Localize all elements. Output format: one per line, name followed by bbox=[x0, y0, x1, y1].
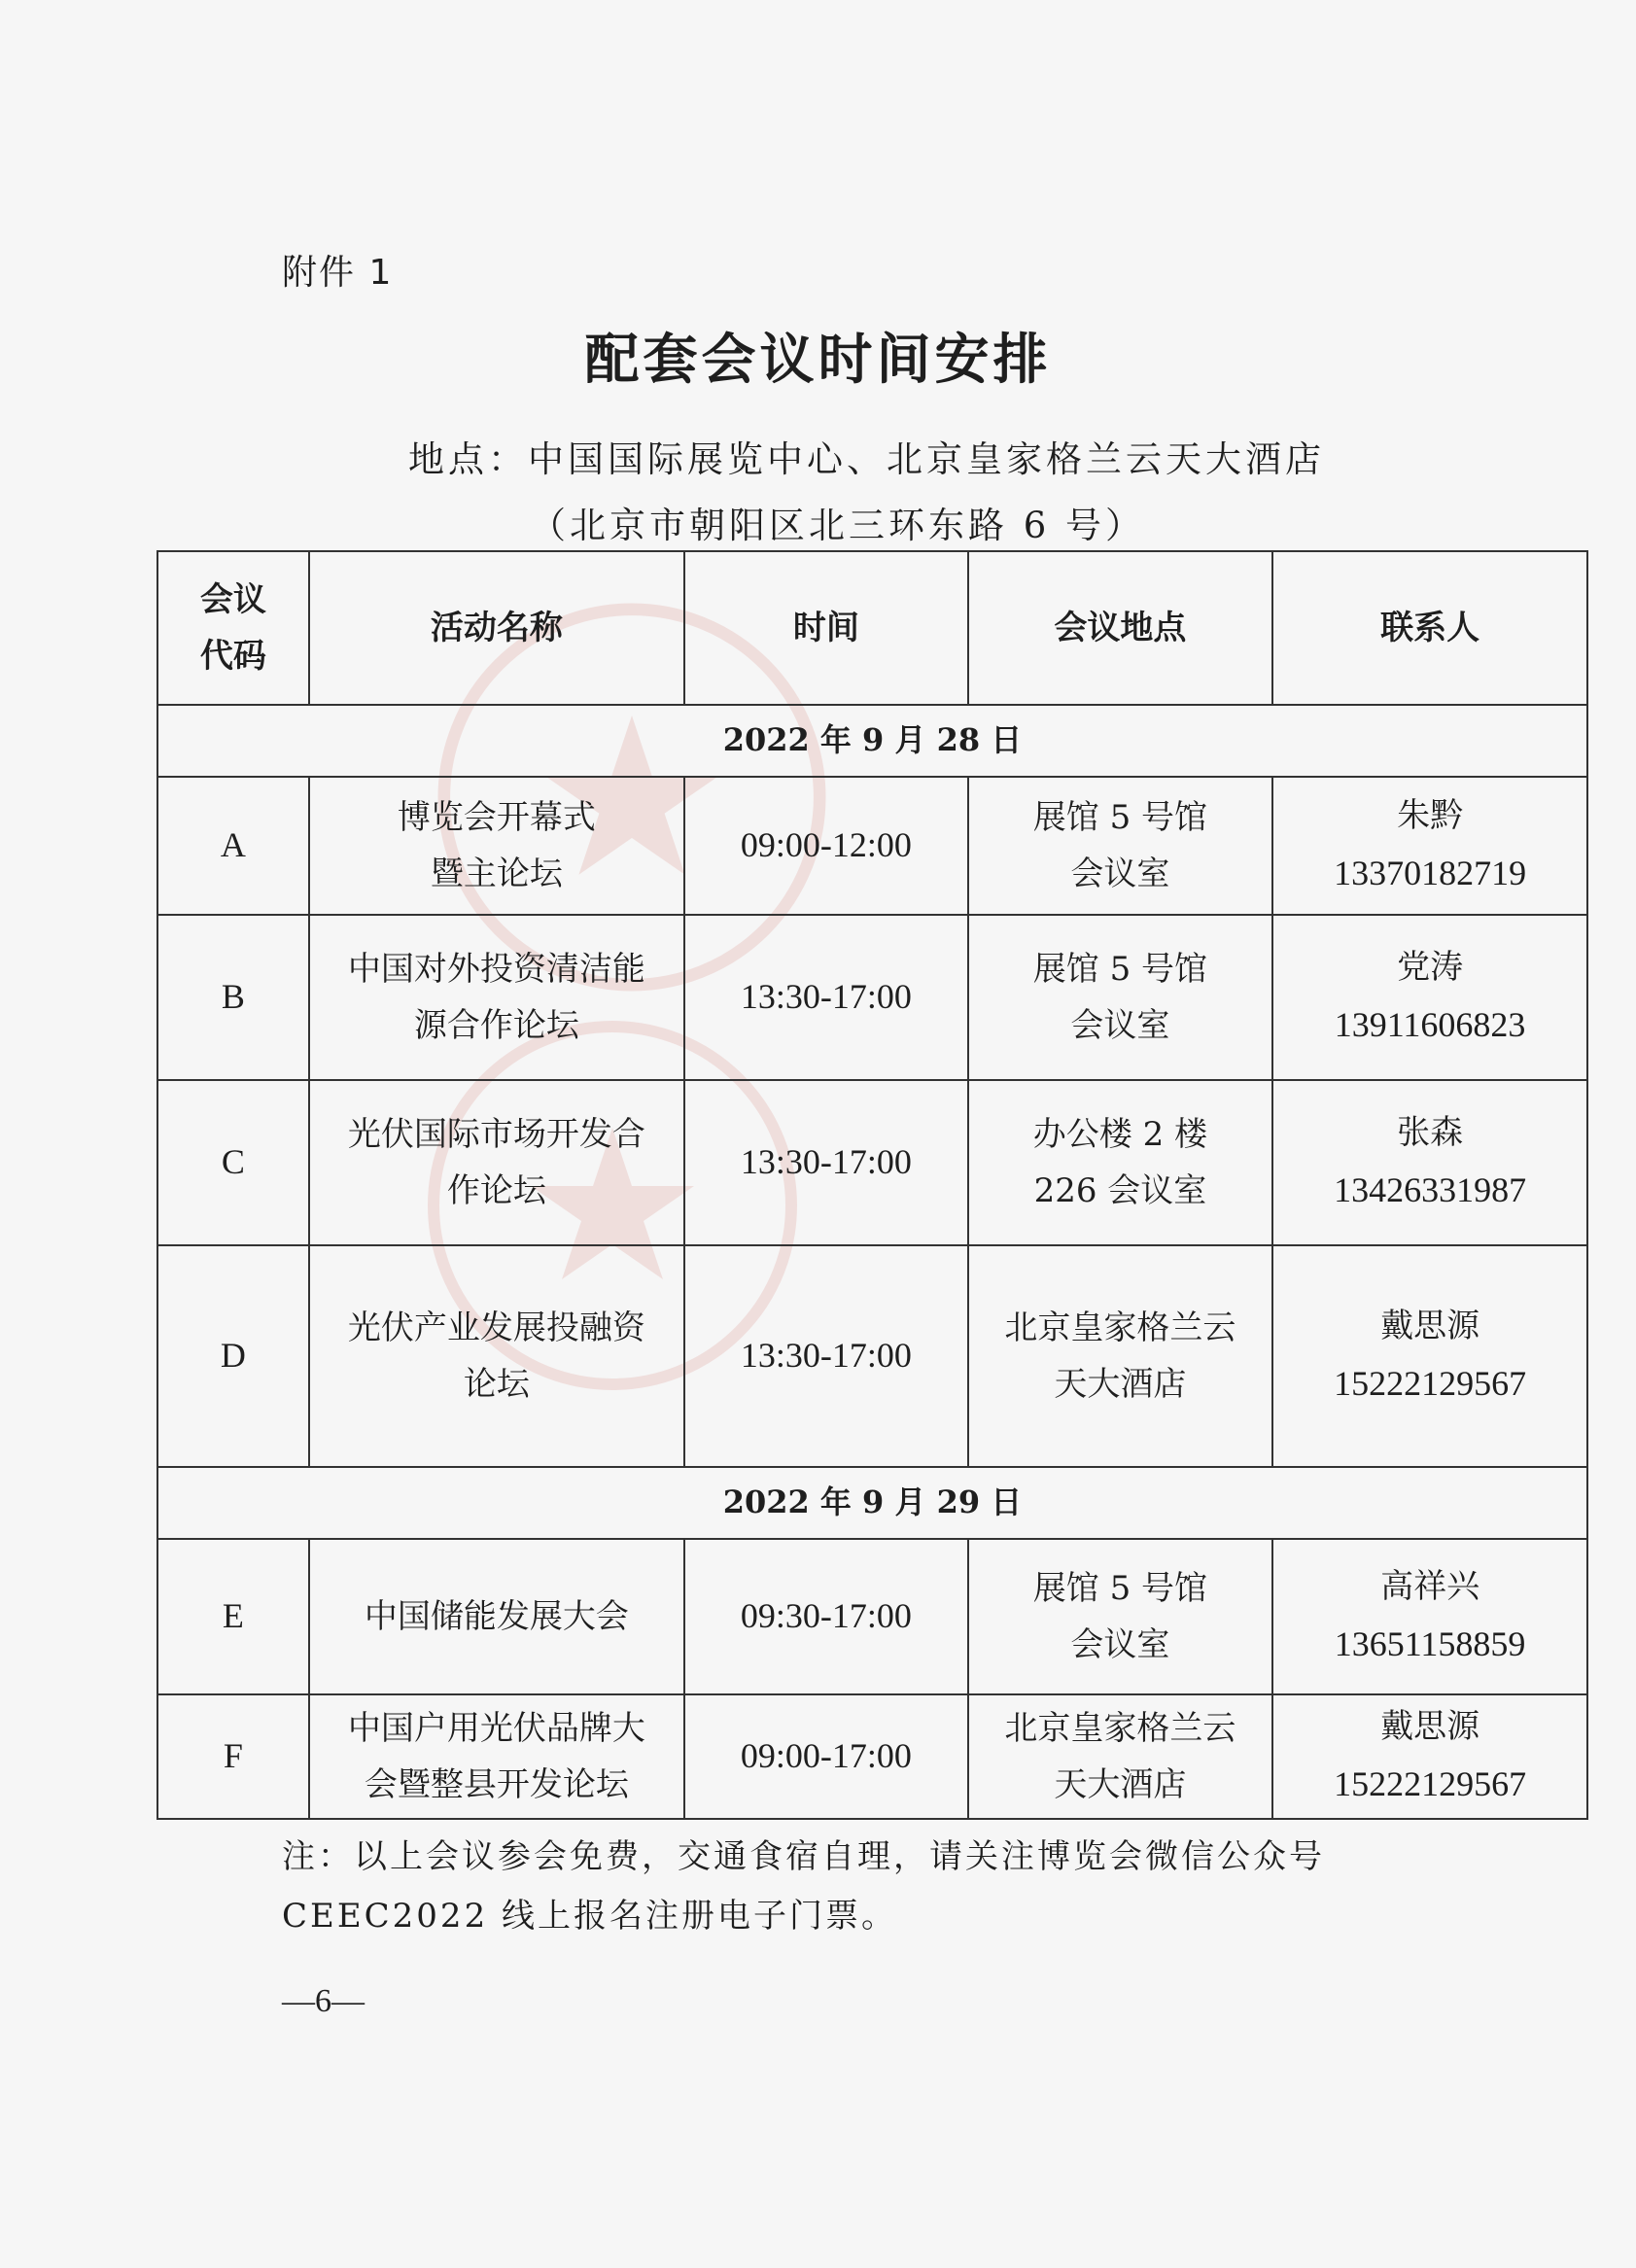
header-location: 会议地点 bbox=[968, 551, 1273, 705]
date-row bbox=[157, 1467, 1587, 1539]
table-row bbox=[157, 1539, 1587, 1694]
contact-cell: 党涛 13911606823 bbox=[1272, 915, 1587, 1080]
code-cell: B bbox=[157, 915, 309, 1080]
activity-cell: 博览会开幕式 暨主论坛 bbox=[309, 777, 684, 915]
location-cell: 展馆 5 号馆 会议室 bbox=[968, 1539, 1273, 1694]
date-cell: 2022 年 9 月 29 日 bbox=[157, 1467, 1587, 1539]
table-row bbox=[157, 1245, 1587, 1467]
code-cell: D bbox=[157, 1245, 309, 1467]
location-cell: 北京皇家格兰云 天大酒店 bbox=[968, 1694, 1273, 1819]
table-row bbox=[157, 915, 1587, 1080]
location-cell: 展馆 5 号馆 会议室 bbox=[968, 777, 1273, 915]
location-cell: 办公楼 2 楼 226 会议室 bbox=[968, 1080, 1273, 1245]
footnote-line-1: 注：以上会议参会免费，交通食宿自理，请关注博览会微信公众号 bbox=[282, 1837, 1325, 1876]
address-line: （北京市朝阳区北三环东路 6 号） bbox=[529, 505, 1146, 546]
header-code: 会议 代码 bbox=[157, 551, 309, 705]
activity-cell: 中国储能发展大会 bbox=[309, 1539, 684, 1694]
page-title: 配套会议时间安排 bbox=[584, 329, 1052, 392]
contact-cell: 戴思源 15222129567 bbox=[1272, 1245, 1587, 1467]
location-cell: 展馆 5 号馆 会议室 bbox=[968, 915, 1273, 1080]
code-cell: E bbox=[157, 1539, 309, 1694]
time-cell: 09:00-17:00 bbox=[684, 1694, 968, 1819]
footnote bbox=[282, 1828, 1497, 1945]
venue-line: 地点：中国国际展览中心、北京皇家格兰云天大酒店 bbox=[408, 438, 1325, 480]
time-cell: 13:30-17:00 bbox=[684, 1080, 968, 1245]
time-cell: 09:00-12:00 bbox=[684, 777, 968, 915]
attachment-label: 附件 1 bbox=[282, 253, 394, 293]
table-row bbox=[157, 777, 1587, 915]
activity-cell: 中国对外投资清洁能 源合作论坛 bbox=[309, 915, 684, 1080]
location-cell: 北京皇家格兰云 天大酒店 bbox=[968, 1245, 1273, 1467]
code-cell: A bbox=[157, 777, 309, 915]
contact-cell: 朱黔 13370182719 bbox=[1272, 777, 1587, 915]
activity-cell: 中国户用光伏品牌大 会暨整县开发论坛 bbox=[309, 1694, 684, 1819]
page-number: —6— bbox=[282, 1983, 365, 2019]
contact-cell: 戴思源 15222129567 bbox=[1272, 1694, 1587, 1819]
table-row bbox=[157, 1080, 1587, 1245]
activity-cell: 光伏产业发展投融资 论坛 bbox=[309, 1245, 684, 1467]
contact-cell: 高祥兴 13651158859 bbox=[1272, 1539, 1587, 1694]
time-cell: 13:30-17:00 bbox=[684, 1245, 968, 1467]
table-row bbox=[157, 1694, 1587, 1819]
code-cell: C bbox=[157, 1080, 309, 1245]
header-time: 时间 bbox=[684, 551, 968, 705]
footnote-line-2: CEEC2022 线上报名注册电子门票。 bbox=[282, 1896, 898, 1936]
code-cell: F bbox=[157, 1694, 309, 1819]
activity-cell: 光伏国际市场开发合 作论坛 bbox=[309, 1080, 684, 1245]
header-activity: 活动名称 bbox=[309, 551, 684, 705]
table-header-row bbox=[157, 551, 1587, 705]
header-contact: 联系人 bbox=[1272, 551, 1587, 705]
date-row bbox=[157, 705, 1587, 777]
time-cell: 09:30-17:00 bbox=[684, 1539, 968, 1694]
date-cell: 2022 年 9 月 28 日 bbox=[157, 705, 1587, 777]
contact-cell: 张森 13426331987 bbox=[1272, 1080, 1587, 1245]
schedule-table bbox=[157, 550, 1588, 1820]
time-cell: 13:30-17:00 bbox=[684, 915, 968, 1080]
